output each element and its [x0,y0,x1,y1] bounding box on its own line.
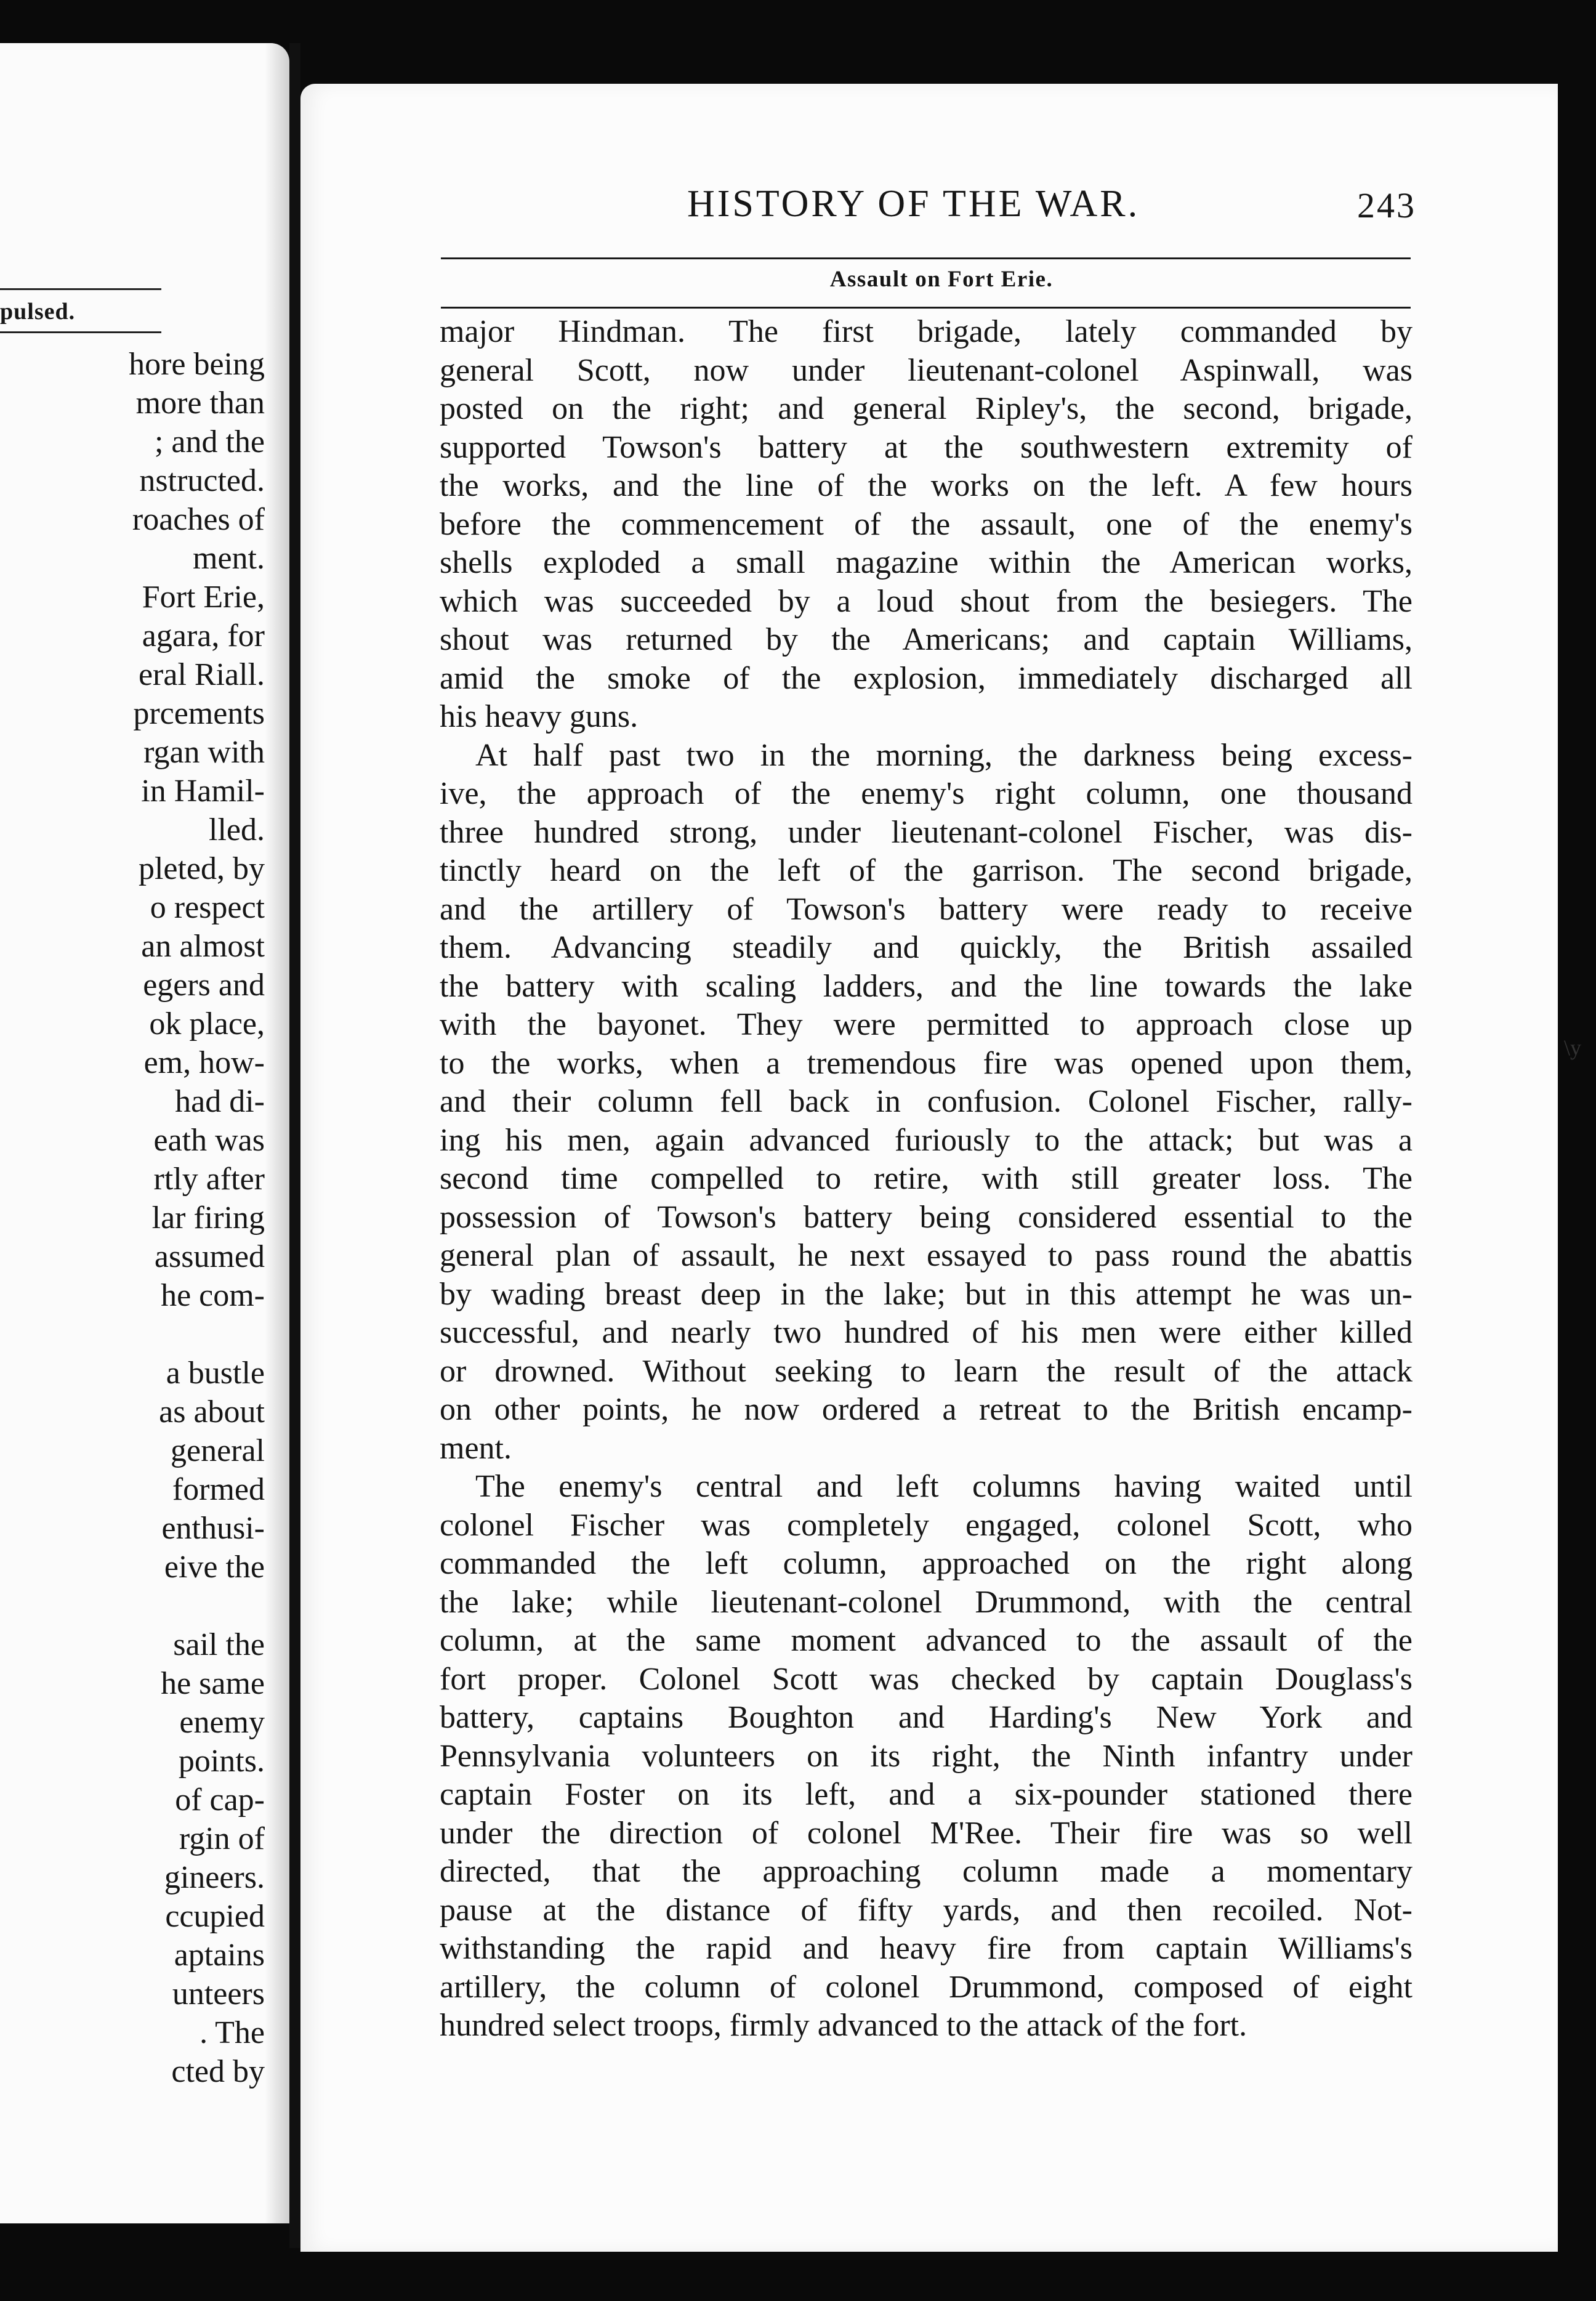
left-page-line: rgin of [179,1821,265,1856]
left-page-text [129,345,265,2091]
left-page-line: gineers. [164,1860,265,1895]
text-line: major Hindman. The first brigade, lately commanded by [440,314,1413,349]
text-line: with the bayonet. They were permitted to approach close up [440,1007,1413,1042]
text-line: general Scott, now under lieutenant-colonel Aspinwall, was [440,352,1413,388]
text-line: column, at the same moment advanced to the assault of the [440,1623,1413,1658]
text-line: to the works, when a tremendous fire was opened upon them, [440,1045,1413,1081]
left-header-rule [0,288,161,290]
left-page-line: in Hamil- [141,774,265,809]
left-page-line: pleted, by [138,851,265,886]
left-page-line: enthusi- [161,1511,265,1546]
text-line: pause at the distance of fifty yards, and then recoiled. Not- [440,1892,1413,1928]
left-page-line: eral Riall. [138,657,265,692]
left-page-line: he com- [161,1278,265,1313]
left-page-line: he same [161,1666,265,1701]
left-page-line [129,1587,265,1625]
text-line: commanded the left column, approached on the right along [440,1546,1413,1581]
text-line: three hundred strong, under lieutenant-colonel Fischer, was dis- [440,814,1413,850]
text-line: The enemy's central and left columns having waited until [475,1469,1413,1504]
left-page-line: a bustle [166,1356,265,1391]
text-line: second time compelled to retire, with still greater loss. The [440,1161,1413,1196]
left-page-line: of cap- [175,1782,265,1818]
left-page-line: had di- [175,1084,265,1119]
left-page-line: unteers [172,1976,265,2012]
left-page-line: Fort Erie, [142,580,265,615]
left-page-line [129,1315,265,1354]
text-line: possession of Towson's battery being considered essential to the [440,1199,1413,1235]
text-line: supported Towson's battery at the southwestern extremity of [440,429,1413,465]
text-line: and their column fell back in confusion. Colonel Fischer, rally- [440,1084,1413,1119]
text-line: tinctly heard on the left of the garrison. The second brigade, [440,853,1413,888]
left-page-line: o respect [150,890,265,925]
text-line: fort proper. Colonel Scott was checked by captain Douglass's [440,1661,1413,1697]
section-rule [441,307,1411,309]
gutter-shadow [265,43,289,2223]
previous-page [0,43,289,2223]
left-page-line: ; and the [154,424,265,459]
left-page-line: roaches of [132,502,265,537]
text-line: before the commencement of the assault, one of the enemy's [440,506,1413,542]
section-heading: Assault on Fort Erie. [829,267,1054,292]
text-line: withstanding the rapid and heavy fire from captain Williams's [440,1931,1413,1966]
left-page-line: general [170,1433,265,1468]
text-line: and the artillery of Towson's battery were ready to receive [440,891,1413,927]
left-page-line: more than [135,386,265,421]
left-page-line: as about [159,1394,265,1430]
left-page-line: an almost [141,929,265,964]
text-line: posted on the right; and general Ripley's, the second, brigade, [440,391,1413,426]
text-line: hundred select troops, firmly advanced to the attack of the fort. [440,2008,1247,2043]
text-line: artillery, the column of colonel Drummond, composed of eight [440,1969,1413,2005]
left-page-line: assumed [154,1239,265,1274]
left-page-line: rgan with [143,735,265,770]
text-line: the works, and the line of the works on the left. A few hours [440,468,1413,503]
left-page-line: hore being [129,347,265,382]
left-page-line: em, how- [143,1045,265,1080]
left-page-line: eive the [164,1550,265,1585]
left-page-line: nstructed. [139,463,265,498]
text-line: ive, the approach of the enemy's right column, one thousand [440,776,1413,811]
text-line: directed, that the approaching column made a momentary [440,1854,1413,1889]
page-number: 243 [1357,185,1416,225]
text-line: successful, and nearly two hundred of his men were either killed [440,1315,1413,1350]
text-line: ment. [440,1430,512,1466]
text-line: or drowned. Without seeking to learn the result of the attack [440,1353,1413,1389]
left-page-line: prcements [133,696,265,731]
header-rule [441,257,1411,259]
left-page-line: rtly after [153,1162,265,1197]
left-section-rule [0,331,161,333]
left-page-line: egers and [143,968,265,1003]
left-page-line: cted by [171,2054,265,2089]
left-page-line: eath was [153,1123,265,1158]
text-line: the battery with scaling ladders, and the line towards the lake [440,968,1413,1004]
left-page-line: agara, for [142,618,265,653]
text-line: Pennsylvania volunteers on its right, the Ninth infantry under [440,1738,1413,1774]
left-page-line: points. [178,1744,265,1779]
left-page-line: . The [200,2015,265,2050]
left-page-line: aptains [174,1938,265,1973]
text-line: shells exploded a small magazine within the American works, [440,545,1413,580]
text-line: general plan of assault, he next essayed to pass round the abattis [440,1238,1413,1273]
left-section-heading: pulsed. [0,299,76,325]
book-page [300,84,1558,2252]
text-line: which was succeeded by a loud shout from the besiegers. The [440,583,1413,619]
text-line: shout was returned by the Americans; and captain Williams, [440,622,1413,657]
page-gap [289,43,300,2248]
text-line: on other points, he now ordered a retreat to the British encamp- [440,1392,1413,1427]
running-title: HISTORY OF THE WAR. [687,183,1140,225]
margin-mark: \y [1564,1035,1582,1060]
text-line: colonel Fischer was completely engaged, colonel Scott, who [440,1507,1413,1543]
left-page-line: enemy [179,1705,265,1740]
left-page-line: lled. [209,812,265,847]
text-line: captain Foster on its left, and a six-pounder stationed there [440,1777,1413,1812]
text-line: them. Advancing steadily and quickly, the British assailed [440,930,1413,965]
text-line: battery, captains Boughton and Harding's New York and [440,1700,1413,1735]
left-page-line: ment. [193,541,265,576]
text-line: amid the smoke of the explosion, immediately discharged all [440,660,1413,696]
left-page-line: lar firing [151,1200,265,1235]
text-line: At half past two in the morning, the darkness being excess- [475,737,1413,773]
left-page-line: sail the [173,1627,265,1662]
text-line: under the direction of colonel M'Ree. Their fire was so well [440,1815,1413,1851]
text-line: by wading breast deep in the lake; but in this attempt he was un- [440,1276,1413,1312]
body-text [440,313,1413,2045]
left-page-line: formed [172,1472,265,1507]
text-line: the lake; while lieutenant-colonel Drummond, with the central [440,1584,1413,1620]
running-head [300,182,1558,232]
left-page-line: ccupied [165,1899,265,1934]
left-page-line: ok place, [149,1006,265,1041]
text-line: his heavy guns. [440,699,639,734]
text-line: ing his men, again advanced furiously to the attack; but was a [440,1122,1413,1158]
